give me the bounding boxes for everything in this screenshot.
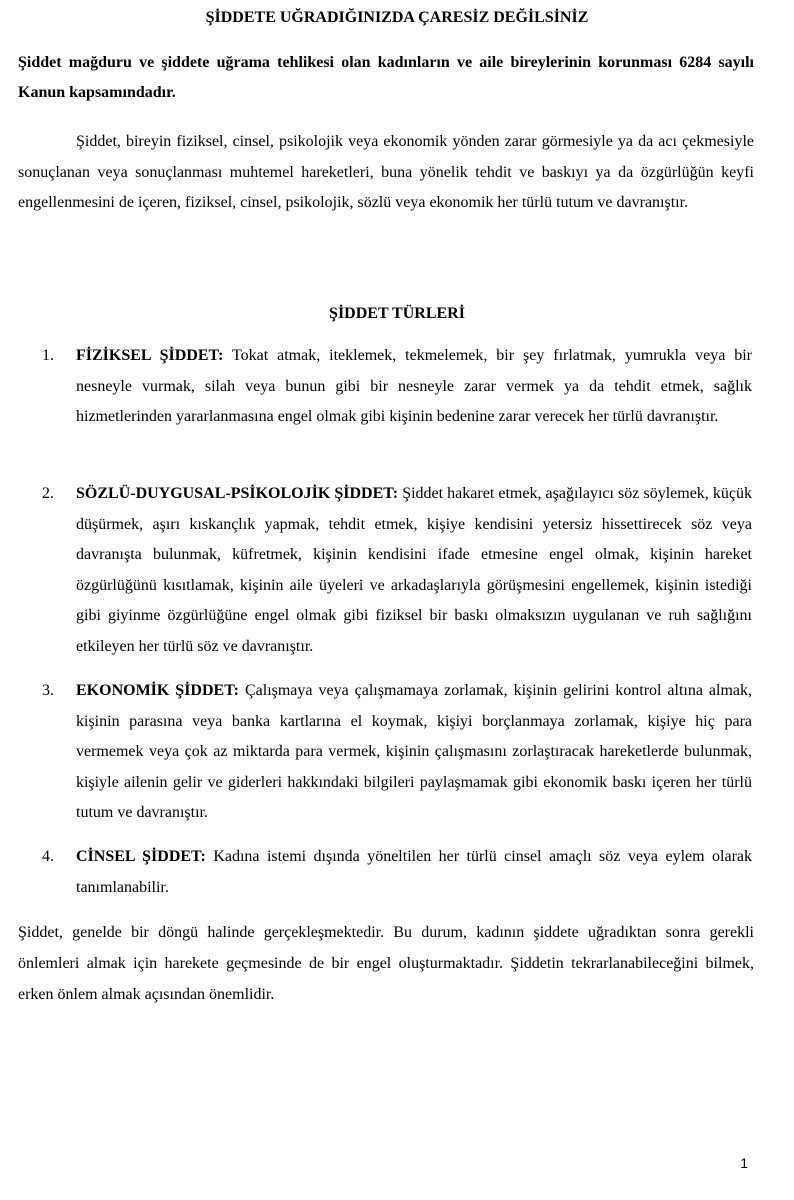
list-item-heading: SÖZLÜ-DUYGUSAL-PSİKOLOJİK ŞİDDET: [76, 485, 399, 502]
list-item-number: 4. [42, 848, 54, 865]
closing-paragraph: Şiddet, genelde bir döngü halinde gerçekleşmektedir. Bu durum, kadının şiddete uğradıktan sonra gerekli önlemleri almak için harekete geçmesinde de bir engel oluşturmaktadır. Şiddetin tekrarlanabileceğini bilmek, erken önlem almak açısından önemlidir. [18, 924, 754, 1003]
list-item-text: Tokat atmak, iteklemek, tekmelemek, bir şey fırlatmak, yumrukla veya bir nesneyle vurmak, silah veya bunun gibi bir nesneyle zarar vermek ya da tehdit etmek, sağlık hizmetlerinden yararlanmasına engel olmak gibi kişinin bedenine zarar verecek her türlü davranıştır. [76, 347, 752, 425]
section-title: ŞİDDET TÜRLERİ [329, 305, 465, 322]
list-item-text: Çalışmaya veya çalışmamaya zorlamak, kişinin gelirini kontrol altına almak, kişinin parasına veya banka kartlarına el koymak, kişiyi borçlanmaya zorlamak, kişiye hiç para vermemek veya çok az miktarda para vermek, kişinin çalışmasını zorlaştıracak hareketlerde bulunmak, kişiyle ailenin gelir ve giderleri hakkındaki bilgileri paylaşmamak gibi ekonomik baskı içeren her türlü tutum ve davranıştır. [76, 682, 752, 821]
list-item-number: 1. [42, 347, 54, 364]
intro-paragraph: Şiddet, bireyin fiziksel, cinsel, psikolojik veya ekonomik yönden zarar görmesiyle ya da acı çekmesiyle sonuçlanan veya sonuçlanması muhtemel hareketleri, buna yönelik tehdit ve baskıyı ya da özgürlüğün keyfi engellenmesini de içeren, fiziksel, cinsel, psikolojik, sözlü veya ekonomik her türlü tutum ve davranıştır. [18, 133, 754, 211]
list-item-text: Şiddet hakaret etmek, aşağılayıcı söz söylemek, küçük düşürmek, aşırı kıskançlık yapmak, tehdit etmek, kişiye kendisini yetersiz hissettirecek söz veya davranışta bulunmak, küfretmek, kişinin kendisini ifade etmesine engel olmak, kişinin hareket özgürlüğünü kısıtlamak, kişinin aile üyeleri ve arkadaşlarıyla görüşmesini engellemek, kişinin istediği gibi giyinme özgürlüğüne engel olmak gibi fiziksel bir baskı olmaksızın uygulanan ve ruh sağlığını etkileyen her türlü söz ve davranıştır. [76, 485, 753, 655]
list-item-physical-violence [42, 341, 752, 433]
page-number: 1 [740, 1155, 748, 1171]
list-item-sexual-violence [42, 842, 752, 903]
list-item-verbal-psychological-violence [42, 479, 753, 662]
list-item-number: 3. [42, 682, 54, 699]
list-item-heading: EKONOMİK ŞİDDET: [76, 682, 240, 699]
list-item-economic-violence [42, 676, 752, 829]
list-item-text: Kadına istemi dışında yöneltilen her türlü cinsel amaçlı söz veya eylem olarak tanımlanabilir. [76, 848, 752, 896]
document-title: ŞİDDETE UĞRADIĞINIZDA ÇARESİZ DEĞİLSİNİZ [205, 9, 589, 26]
list-item-number: 2. [42, 485, 54, 502]
list-item-heading: FİZİKSEL ŞİDDET: [76, 347, 224, 364]
list-item-heading: CİNSEL ŞİDDET: [76, 848, 206, 865]
lead-paragraph: Şiddet mağduru ve şiddete uğrama tehlikesi olan kadınların ve aile bireylerinin korunması 6284 sayılı Kanun kapsamındadır. [18, 54, 754, 101]
